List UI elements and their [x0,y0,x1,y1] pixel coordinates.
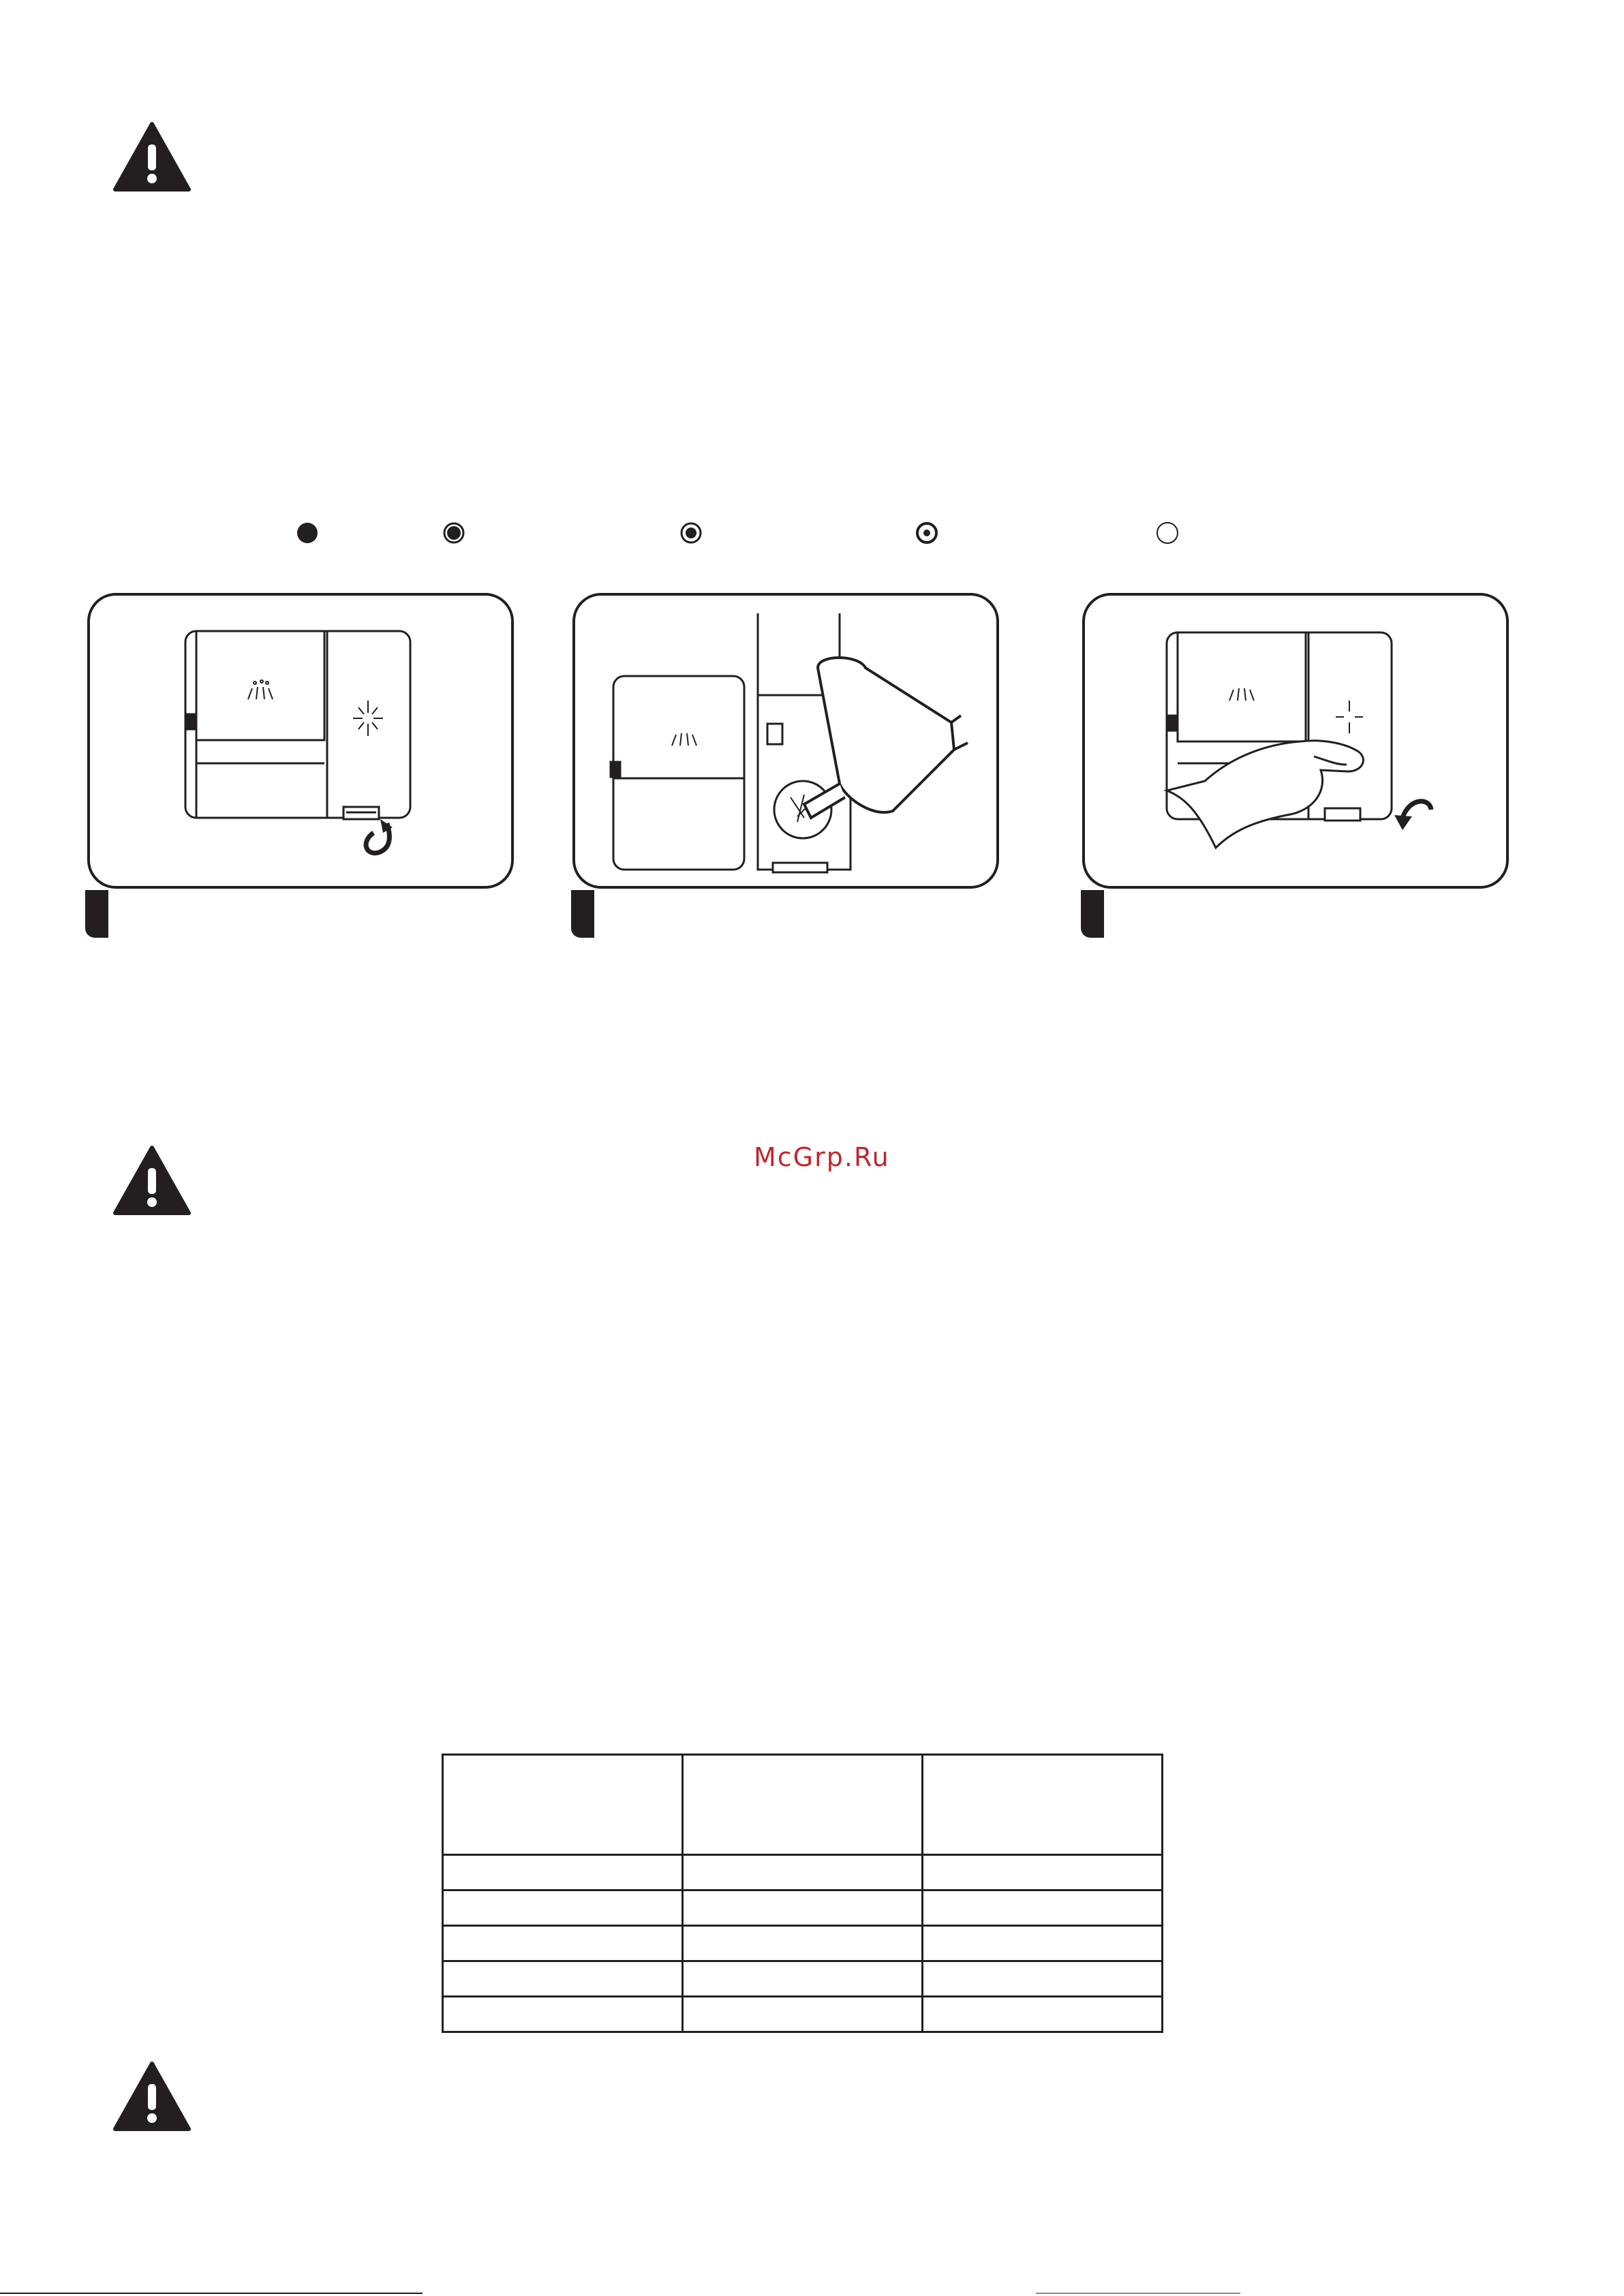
empty-circle-icon [1156,522,1178,544]
ring-dot-icon [443,522,465,544]
footer-rule [1036,2293,1240,2294]
table-cell [923,1997,1163,2032]
table-header-cell [683,1755,923,1855]
table-cell [923,1855,1163,1891]
panel-step-tab [85,890,108,938]
table-cell [683,1961,923,1997]
warning-triangle-icon [112,2061,191,2132]
table-cell [923,1961,1163,1997]
table-cell [683,1891,923,1926]
rotate-arrow-icon [1403,801,1431,818]
table-cell [443,1961,683,1997]
table-row [443,1997,1163,2032]
table-cell [923,1926,1163,1961]
table-header-row [443,1755,1163,1855]
warning-triangle-icon [112,1145,191,1216]
table-cell [683,1855,923,1891]
footer-rule [0,2293,423,2294]
table-row [443,1961,1163,1997]
watermark: McGrp.Ru [754,1142,890,1172]
table-cell [683,1926,923,1961]
ring-dot-icon [916,522,938,544]
settings-table [442,1754,1163,2033]
table-row [443,1855,1163,1891]
table-row [443,1891,1163,1926]
panel-step-tab [1081,890,1104,938]
table-cell [443,1997,683,2032]
dispenser-illustration [87,593,514,889]
close-lid-illustration [1082,593,1509,889]
filled-dot-icon [296,522,318,544]
table-row [443,1926,1163,1961]
warning-triangle-icon [112,121,191,192]
panel-step-tab [571,890,594,938]
ring-dot-icon [680,522,702,544]
table-cell [443,1926,683,1961]
table-cell [683,1997,923,2032]
fill-bottle-illustration [572,593,999,889]
table-cell [443,1855,683,1891]
table-header-cell [923,1755,1163,1855]
table-cell [443,1891,683,1926]
table-cell [923,1891,1163,1926]
table-header-cell [443,1755,683,1855]
